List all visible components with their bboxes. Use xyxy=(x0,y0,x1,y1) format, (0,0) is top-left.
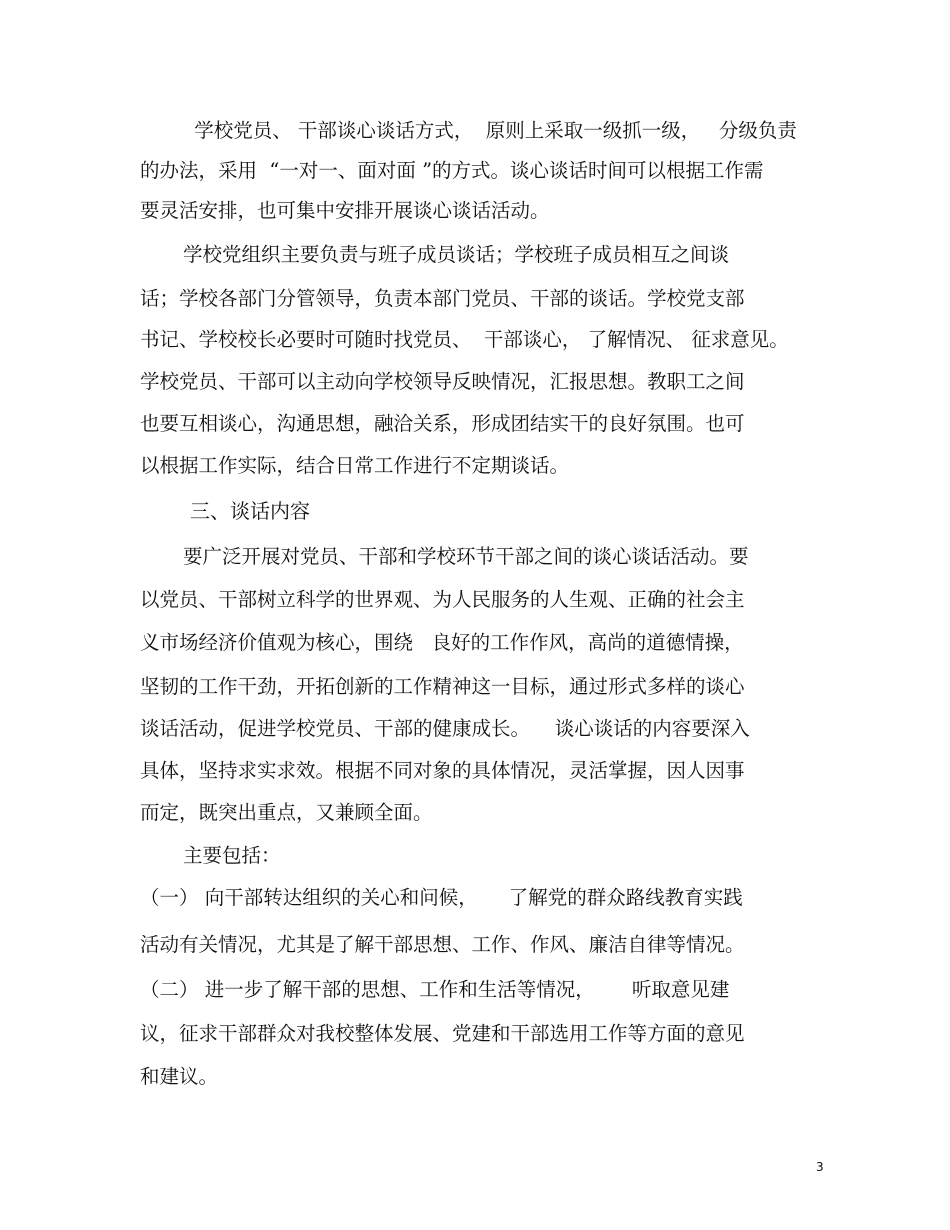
section-heading: 三、谈话内容 xyxy=(190,499,310,523)
paragraph-3-line-5: 谈话活动，促进学校党员、干部的健康成长。 谈心谈话的内容要深入 xyxy=(140,717,750,740)
paragraph-3-line-4: 坚韧的工作干劲，开拓创新的工作精神这一目标，通过形式多样的谈心 xyxy=(140,675,745,698)
paragraph-2-line-6: 以根据工作实际，结合日常工作进行不定期谈话。 xyxy=(140,454,570,477)
paragraph-2-line-5: 也要互相谈心，沟通思想，融洽关系，形成团结实干的良好氛围。也可 xyxy=(140,412,745,435)
paragraph-3-line-1: 要广泛开展对党员、干部和学校环节干部之间的谈心谈话活动。要 xyxy=(183,545,749,568)
list-item-2-line-3: 和建议。 xyxy=(140,1065,219,1088)
paragraph-3-line-2: 以党员、干部树立科学的世界观、为人民服务的人生观、正确的社会主 xyxy=(140,588,745,611)
list-intro: 主要包括： xyxy=(183,844,281,867)
list-item-2-line-2: 议，征求干部群众对我校整体发展、党建和干部选用工作等方面的意见 xyxy=(140,1022,745,1045)
paragraph-2-line-3: 书记、学校校长必要时可随时找党员、 干部谈心， 了解情况、 征求意见。 xyxy=(140,328,789,351)
page-number: 3 xyxy=(816,1160,824,1174)
list-item-2-line-1: （二） 进一步了解干部的思想、工作和生活等情况， 听取意见建 xyxy=(140,978,730,1001)
paragraph-3-line-7: 而定，既突出重点，又兼顾全面。 xyxy=(140,801,433,824)
paragraph-1-line-3: 要灵活安排，也可集中安排开展谈心谈话活动。 xyxy=(140,199,550,222)
paragraph-3-line-6: 具体，坚持求实求效。根据不同对象的具体情况，灵活掌握，因人因事 xyxy=(140,759,745,782)
paragraph-1-line-1: 学校党员、 干部谈心谈话方式， 原则上采取一级抓一级， 分级负责 xyxy=(188,119,797,142)
paragraph-2-line-1: 学校党组织主要负责与班子成员谈话；学校班子成员相互之间谈 xyxy=(183,243,730,266)
paragraph-2-line-4: 学校党员、干部可以主动向学校领导反映情况，汇报思想。教职工之间 xyxy=(140,370,745,393)
list-item-1-line-2: 活动有关情况，尤其是了解干部思想、工作、作风、廉洁自律等情况。 xyxy=(140,933,745,956)
paragraph-1-line-2: 的办法，采用 “一对一、面对面 ”的方式。谈心谈话时间可以根据工作需 xyxy=(140,159,764,182)
list-item-1-line-1: （一） 向干部转达组织的关心和问候， 了解党的群众路线教育实践 xyxy=(140,886,743,909)
paragraph-3-line-3: 义市场经济价值观为核心，围绕 良好的工作作风，高尚的道德情操， xyxy=(140,631,744,654)
paragraph-2-line-2: 话；学校各部门分管领导，负责本部门党员、干部的谈话。学校党支部 xyxy=(140,287,745,310)
